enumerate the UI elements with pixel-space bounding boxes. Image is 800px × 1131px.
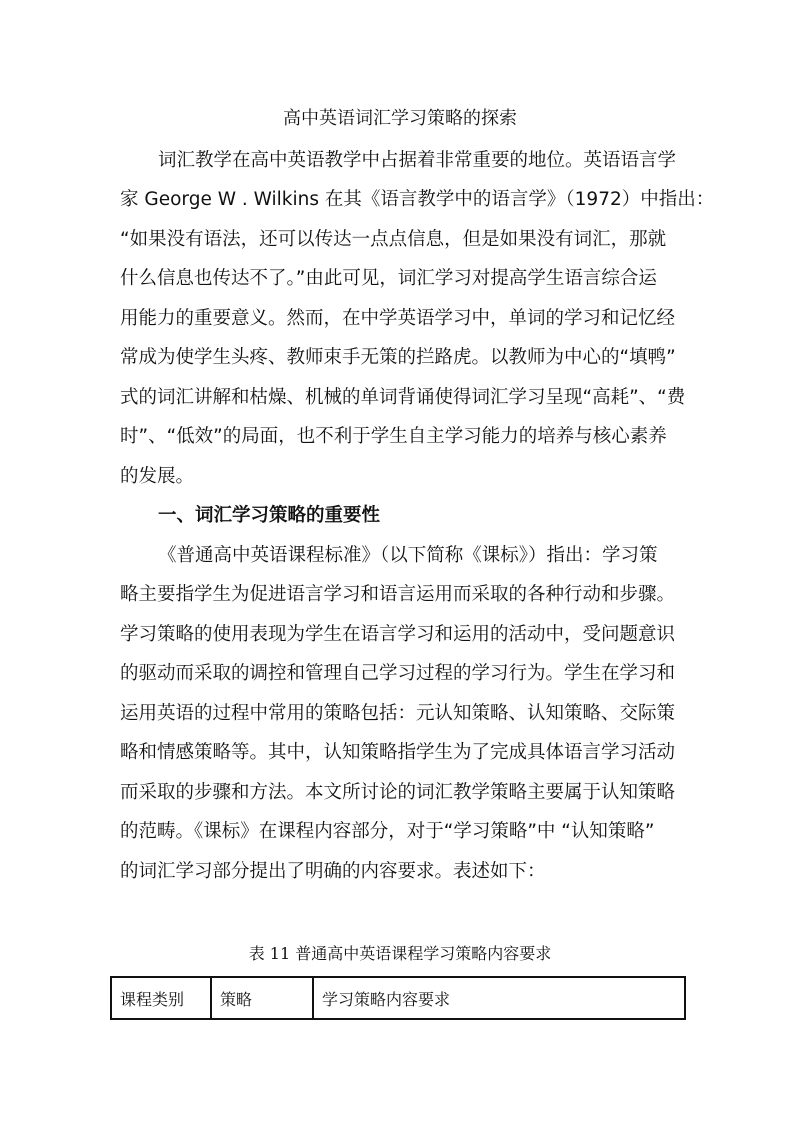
intro-paragraph-line: 式的词汇讲解和枯燥、机械的单词背诵使得词汇学习呈现“高耗”、“费	[120, 387, 686, 408]
intro-paragraph-line: 时”、“低效”的局面，也不利于学生自主学习能力的培养与核心素养	[120, 426, 667, 447]
table-caption: 表 11 普通高中英语课程学习策略内容要求	[248, 944, 552, 963]
intro-paragraph-line: “如果没有语法，还可以传达一点点信息，但是如果没有词汇，那就	[120, 229, 667, 250]
section-paragraph-line: 略主要指学生为促进语言学习和语言运用而采取的各种行动和步骤。	[120, 584, 676, 605]
intro-paragraph-line: 词汇教学在高中英语教学中占据着非常重要的地位。英语语言学	[158, 150, 677, 171]
section-paragraph-line: 学习策略的使用表现为学生在语言学习和运用的活动中，受问题意识	[120, 624, 676, 645]
intro-paragraph-line: 常成为使学生头疼、教师束手无策的拦路虎。以教师为中心的“填鸭”	[120, 347, 676, 368]
requirements-table	[110, 976, 686, 1020]
section-paragraph-line: 的范畴。《课标》在课程内容部分，对于“学习策略”中 “认知策略”	[120, 821, 655, 842]
document-title: 高中英语词汇学习策略的探索	[283, 108, 517, 129]
section-paragraph-line: 略和情感策略等。其中，认知策略指学生为了完成具体语言学习活动	[120, 742, 676, 763]
section-paragraph-line: 的驱动而采取的调控和管理自己学习过程的学习行为。学生在学习和	[120, 663, 676, 684]
intro-paragraph-line: 用能力的重要意义。然而，在中学英语学习中，单词的学习和记忆经	[120, 308, 676, 329]
section-heading: 一、词汇学习策略的重要性	[158, 505, 381, 526]
section-paragraph-line: 而采取的步骤和方法。本文所讨论的词汇教学策略主要属于认知策略	[120, 782, 676, 803]
table-header-row	[111, 977, 685, 1019]
table-header-cell-course-category: 课程类别	[111, 977, 211, 1019]
section-paragraph-line: 的词汇学习部分提出了明确的内容要求。表述如下：	[120, 861, 546, 882]
section-paragraph-line: 运用英语的过程中常用的策略包括：元认知策略、认知策略、交际策	[120, 703, 676, 724]
intro-paragraph-line: 家 George W . Wilkins 在其《语言教学中的语言学》（1972）中指出：	[120, 189, 715, 210]
section-paragraph-line: 《普通高中英语课程标准》（以下简称《课标》）指出：学习策	[158, 545, 658, 566]
intro-paragraph-line: 什么信息也传达不了。”由此可见，词汇学习对提高学生语言综合运	[120, 268, 657, 289]
table-header-cell-content-requirements: 学习策略内容要求	[313, 977, 685, 1019]
table-header-cell-strategy: 策略	[211, 977, 313, 1019]
intro-paragraph-line: 的发展。	[120, 466, 195, 487]
